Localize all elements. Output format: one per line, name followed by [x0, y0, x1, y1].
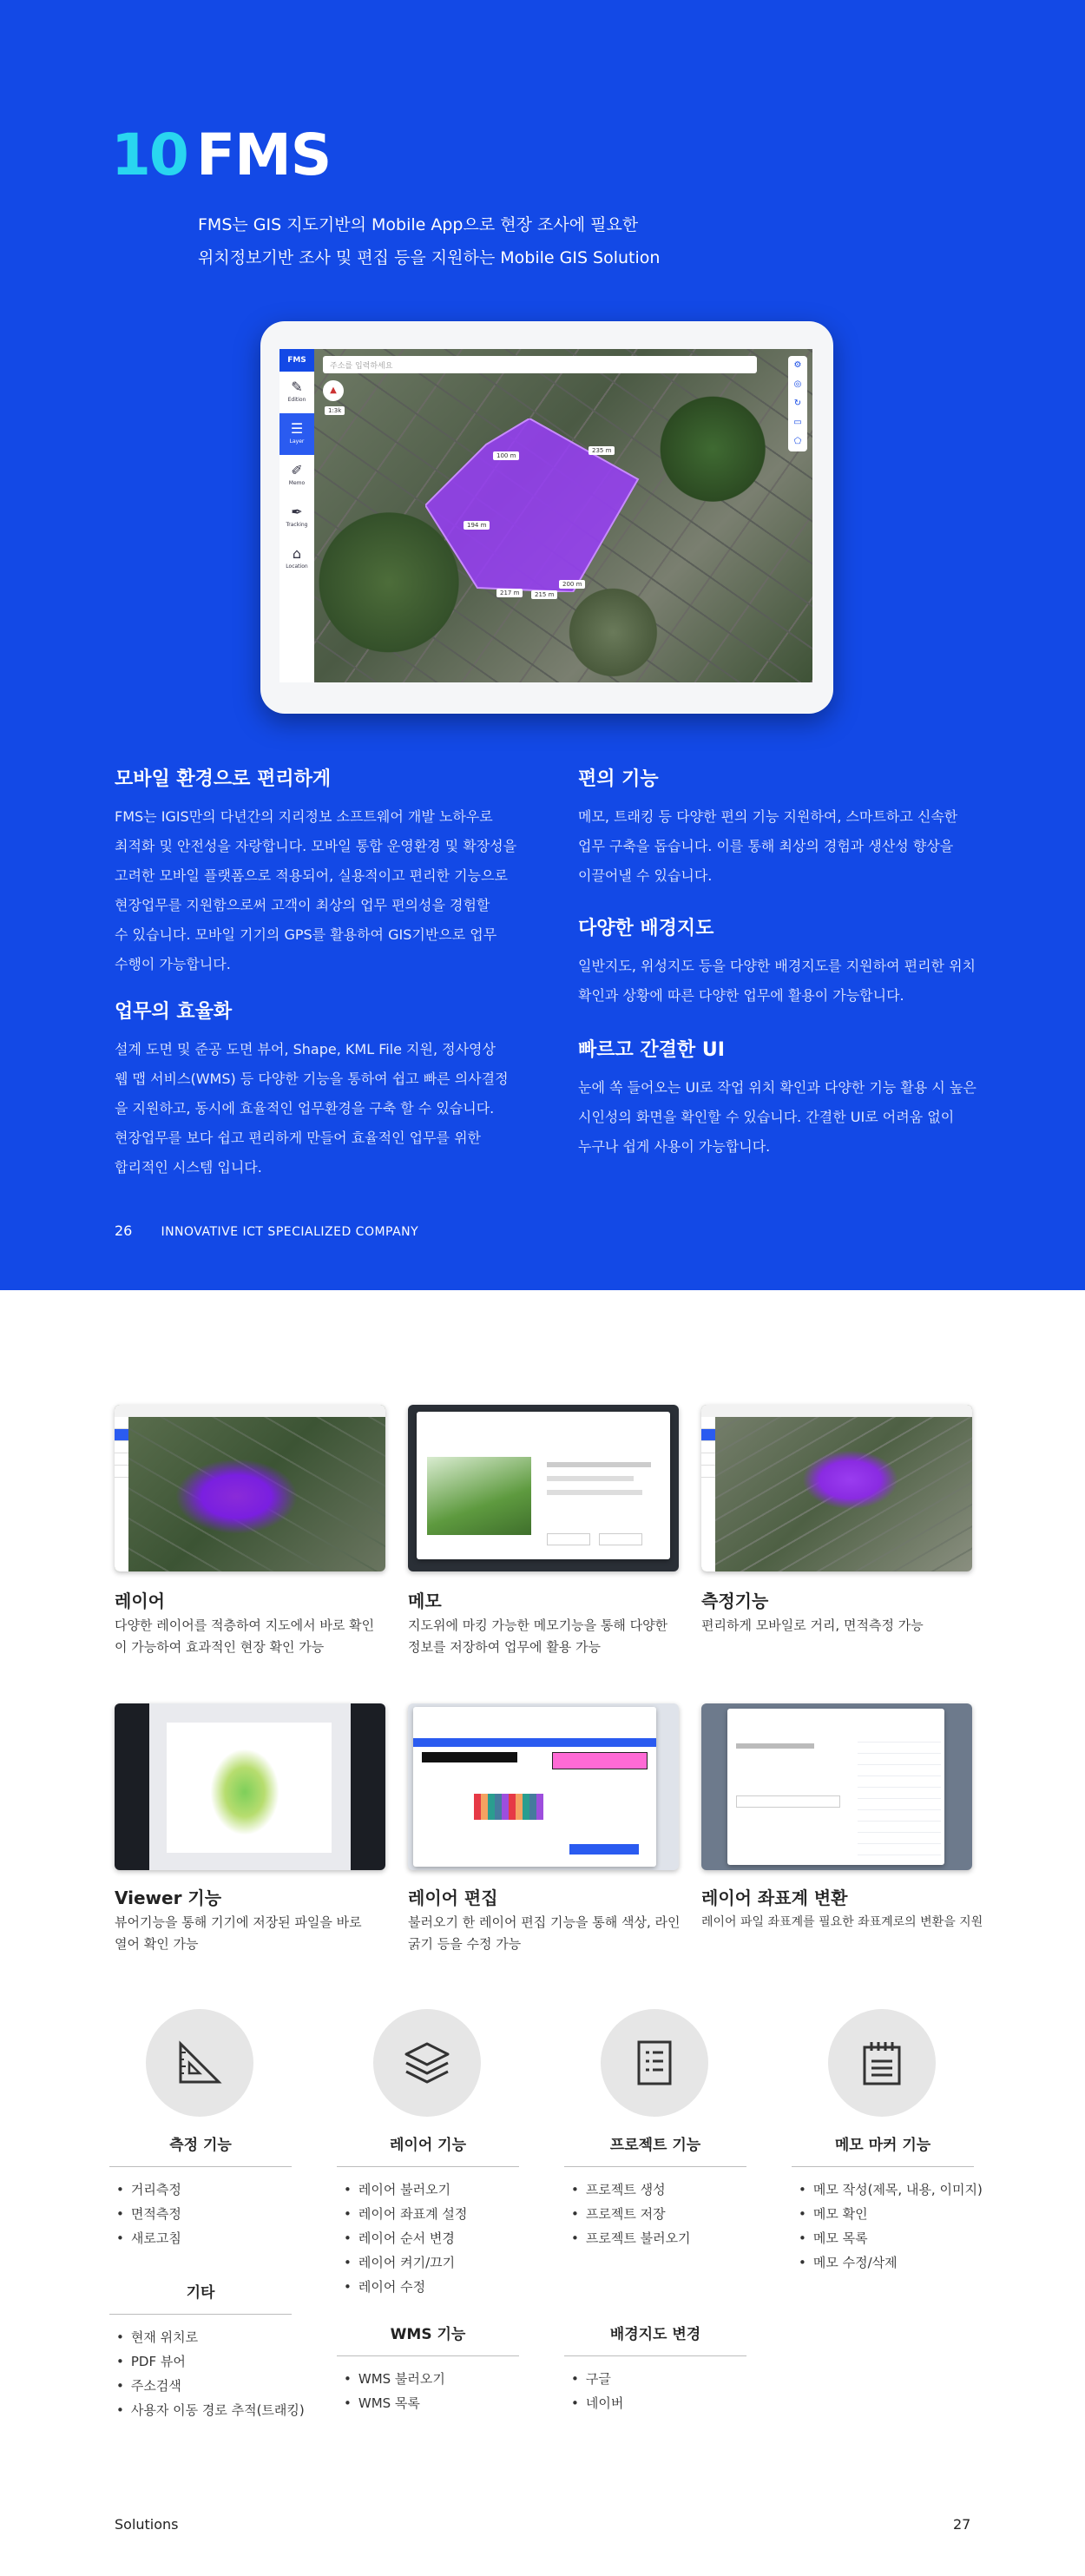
feature-text-efficiency	[115, 1035, 523, 1183]
feature-text-ui	[578, 1073, 986, 1162]
text-line: 굵기 등을 수정 가능	[408, 1936, 522, 1952]
gallery-title-layer: 레이어	[115, 1591, 165, 1611]
text-line: 최적화 및 안전성을 자랑합니다. 모바일 통합 운영환경 및 확장성을	[115, 838, 517, 854]
text-line: 정보를 저장하여 업무에 활용 가능	[408, 1639, 601, 1655]
text-line: 누구나 쉽게 사용이 가능합니다.	[578, 1138, 771, 1155]
list-item: • WMS 불러오기	[344, 2367, 445, 2391]
lead-line: 위치정보기반 조사 및 편집 등을 지원하는 Mobile GIS Solution	[198, 248, 661, 267]
gallery-title-measure: 측정기능	[701, 1591, 769, 1611]
text-line: 뷰어기능을 통해 기기에 저장된 파일을 바로	[115, 1914, 362, 1930]
text-line: 현장업무를 지원함으로써 고객이 최상의 업무 편의성을 경험할	[115, 897, 490, 913]
viewer-plan-drawing	[210, 1749, 279, 1835]
lead-line: FMS는 GIS 지도기반의 Mobile App으로 현장 조사에 필요한	[198, 215, 639, 234]
page-title: FMS	[196, 122, 332, 188]
color-palette[interactable]	[474, 1794, 543, 1820]
refresh-icon[interactable]: ↻	[793, 399, 802, 408]
page-number: 26	[115, 1222, 133, 1239]
gallery-title-memo: 메모	[408, 1591, 442, 1611]
function-heading-layer: 레이어 기능	[337, 2132, 519, 2167]
list-item: • 프로젝트 불러오기	[571, 2226, 691, 2250]
text-line: 다양한 레이어를 적층하여 지도에서 바로 확인	[115, 1617, 375, 1633]
screenshot-layer-edit	[408, 1703, 679, 1870]
app-logo: FMS	[279, 349, 314, 372]
text-line: 수행이 가능합니다.	[115, 956, 231, 972]
satellite-map[interactable]	[314, 349, 812, 682]
ruler-triangle-icon	[146, 2009, 253, 2117]
sidebar-tool-layer[interactable]: ☰ Layer	[279, 413, 314, 455]
list-item: • 현재 위치로	[116, 2325, 305, 2349]
text-line: 불러오기 한 레이어 편집 기능을 통해 색상, 라인	[408, 1914, 681, 1930]
text-line: 메모, 트래킹 등 다양한 편의 기능 지원하여, 스마트하고 신속한	[578, 808, 958, 825]
text-line: 시인성의 화면을 확인할 수 있습니다. 간결한 UI로 어려움 없이	[578, 1109, 955, 1125]
feature-text-basemaps	[578, 952, 986, 1011]
crs-select[interactable]	[736, 1795, 840, 1808]
text-line: 웹 맵 서비스(WMS) 등 다양한 기능을 통하여 쉽고 빠른 의사결정	[115, 1071, 509, 1087]
list-item: • 메모 목록	[799, 2226, 983, 2250]
text-line: 일반지도, 위성지도 등을 다양한 배경지도를 지원하여 편리한 위치	[578, 958, 976, 974]
text-line: 고려한 모바일 플랫폼으로 적용되어, 실용적이고 편리한 기능으로	[115, 867, 508, 884]
map-search-input[interactable]: 주소를 입력하세요	[323, 356, 757, 373]
list-item: • 주소검색	[116, 2374, 305, 2398]
footer-page-number: 27	[953, 2516, 971, 2533]
function-heading-wms: WMS 기능	[337, 2322, 519, 2356]
feature-heading-basemaps: 다양한 배경지도	[578, 918, 714, 939]
list-item: • 레이어 순서 변경	[344, 2226, 467, 2250]
list-item: • 네이버	[571, 2391, 623, 2415]
screenshot-crs-convert	[701, 1703, 972, 1870]
gallery-title-viewer: Viewer 기능	[115, 1888, 222, 1908]
tracking-icon: ✒	[291, 504, 303, 520]
list-item: • 메모 수정/삭제	[799, 2250, 983, 2275]
footer-section: Solutions	[115, 2516, 179, 2533]
list-item: • 레이어 켜기/끄기	[344, 2250, 467, 2275]
text-line: 이끌어낼 수 있습니다.	[578, 867, 713, 884]
tablet-mockup	[260, 321, 833, 714]
list-item: • 거리측정	[116, 2177, 181, 2202]
text-line: 눈에 쏙 들어오는 UI로 작업 위치 확인과 다양한 기능 활용 시 높은	[578, 1079, 976, 1096]
layers-icon	[373, 2009, 481, 2117]
app-sidebar	[279, 349, 314, 682]
list-item: • PDF 뷰어	[116, 2349, 305, 2374]
text-line: 합리적인 시스템 입니다.	[115, 1159, 262, 1176]
function-heading-project: 프로젝트 기능	[564, 2132, 746, 2167]
gallery-text-layer-edit	[408, 1912, 687, 1955]
text-line: 설계 도면 및 준공 도면 뷰어, Shape, KML File 지원, 정사영상	[115, 1041, 496, 1057]
section-number: 10	[111, 122, 187, 188]
list-item: • 레이어 불러오기	[344, 2177, 467, 2202]
text-line: 지도위에 마킹 가능한 메모기능을 통해 다양한	[408, 1617, 668, 1633]
memo-icon: ✐	[291, 462, 303, 478]
settings-icon[interactable]: ⚙	[793, 360, 802, 370]
feature-text-mobile	[115, 802, 523, 979]
text-line: 수 있습니다. 모바일 기기의 GPS를 활용하여 GIS기반으로 업무	[115, 926, 497, 943]
list-item: • 레이어 수정	[344, 2275, 467, 2299]
gallery-text-viewer	[115, 1912, 394, 1955]
text-line: FMS는 IGIS만의 다년간의 지리정보 소프트웨어 개발 노하우로	[115, 808, 493, 825]
layers-icon: ☰	[290, 420, 304, 437]
text-line: 편리하게 모바일로 거리, 면적측정 가능	[701, 1617, 924, 1633]
list-item: • 메모 작성(제목, 내용, 이미지)	[799, 2177, 983, 2202]
list-item: • 프로젝트 생성	[571, 2177, 691, 2202]
memo-photo	[427, 1457, 531, 1535]
list-item: • 사용자 이동 경로 추적(트래킹)	[116, 2398, 305, 2422]
sidebar-tool-edition[interactable]: ✎ Edition	[287, 379, 306, 403]
gallery-text-layer	[115, 1615, 394, 1658]
feature-heading-convenience: 편의 기능	[578, 768, 659, 790]
ruler-icon[interactable]: ▭	[793, 418, 802, 427]
list-item: • 구글	[571, 2367, 623, 2391]
location-icon: ⌂	[292, 545, 302, 562]
memo-pad-icon	[828, 2009, 936, 2117]
measure-label: 100 m	[493, 451, 519, 460]
list-item: • 새로고침	[116, 2226, 181, 2250]
feature-text-convenience	[578, 802, 986, 891]
screenshot-viewer	[115, 1703, 385, 1870]
function-list-basemap	[571, 2367, 623, 2415]
list-item: • 메모 확인	[799, 2202, 983, 2226]
gallery-text-measure	[701, 1615, 981, 1637]
tablet-screen	[279, 349, 812, 682]
function-list-wms	[344, 2367, 445, 2415]
company-tagline: INNOVATIVE ICT SPECIALIZED COMPANY	[161, 1225, 419, 1239]
function-list-measure	[116, 2177, 181, 2250]
measure-label: 217 m	[496, 589, 523, 597]
text-line: 이 가능하여 효과적인 현장 확인 가능	[115, 1639, 325, 1655]
gallery-title-layer-edit: 레이어 편집	[408, 1888, 498, 1908]
function-list-memo	[799, 2177, 983, 2275]
gallery-title-crs: 레이어 좌표계 변환	[701, 1888, 848, 1908]
apply-button[interactable]	[569, 1844, 639, 1855]
text-line: 현장업무를 보다 쉽고 편리하게 만들어 효율적인 업무를 위한	[115, 1130, 482, 1146]
area-icon[interactable]: ⬠	[793, 437, 802, 446]
pencil-icon: ✎	[291, 379, 303, 395]
text-line: 업무 구축을 돕습니다. 이를 통해 최상의 경험과 생산성 향상을	[578, 838, 954, 854]
text-line: 확인과 상황에 따른 다양한 업무에 활용이 가능합니다.	[578, 987, 904, 1004]
measure-label: 235 m	[589, 446, 615, 455]
function-list-layer	[344, 2177, 467, 2299]
sidebar-tool-location[interactable]: ⌂ Location	[286, 545, 308, 570]
compass-icon[interactable]: ▲	[323, 380, 344, 401]
crs-dropdown-list[interactable]	[858, 1731, 941, 1861]
function-list-etc	[116, 2325, 305, 2422]
screenshot-memo	[408, 1405, 679, 1571]
sidebar-tool-memo[interactable]: ✐ Memo	[288, 462, 306, 486]
screenshot-measure	[701, 1405, 972, 1571]
list-item: • WMS 목록	[344, 2391, 445, 2415]
lead-text	[198, 208, 806, 274]
list-item: • 면적측정	[116, 2202, 181, 2226]
text-line: 을 지원하고, 동시에 효율적인 업무환경을 구축 할 수 있습니다.	[115, 1100, 495, 1117]
feature-heading-ui: 빠르고 간결한 UI	[578, 1039, 725, 1061]
function-heading-etc: 기타	[109, 2280, 292, 2315]
function-heading-basemap: 배경지도 변경	[564, 2322, 746, 2356]
text-line: 레이어 파일 좌표계를 필요한 좌표계로의 변환을 지원	[701, 1915, 983, 1929]
locate-icon[interactable]: ◎	[793, 379, 802, 389]
text-line: 열어 확인 가능	[115, 1936, 199, 1952]
measure-label: 200 m	[559, 580, 585, 589]
list-item: • 프로젝트 저장	[571, 2202, 691, 2226]
sidebar-tool-tracking[interactable]: ✒ Tracking	[286, 504, 308, 528]
function-heading-measure: 측정 기능	[109, 2132, 292, 2167]
checklist-icon	[601, 2009, 708, 2117]
screenshot-layer	[115, 1405, 385, 1571]
feature-heading-mobile: 모바일 환경으로 편리하게	[115, 768, 332, 790]
zoom-label: 1:3k	[325, 406, 345, 415]
measure-label: 194 m	[464, 521, 490, 530]
gallery-text-crs	[701, 1912, 996, 1934]
page-footer	[115, 1222, 418, 1239]
measured-area-polygon	[425, 418, 642, 592]
measure-label: 215 m	[531, 590, 557, 599]
map-toolbar	[788, 356, 807, 451]
function-list-project	[571, 2177, 691, 2250]
list-item: • 레이어 좌표계 설정	[344, 2202, 467, 2226]
feature-heading-efficiency: 업무의 효율화	[115, 1001, 233, 1023]
function-heading-memo: 메모 마커 기능	[792, 2132, 974, 2167]
gallery-text-memo	[408, 1615, 687, 1658]
